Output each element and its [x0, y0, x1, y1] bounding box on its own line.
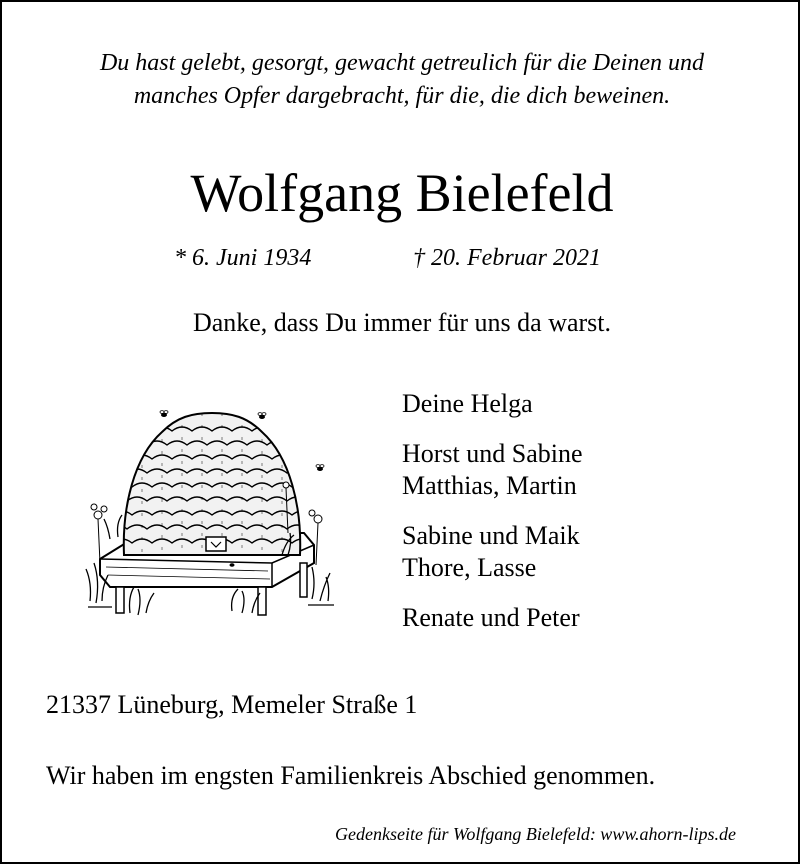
farewell-line: Wir haben im engsten Familienkreis Abschied genommen. [46, 761, 656, 790]
poem-line-2: manches Opfer dargebracht, für die, die dich beweinen. [133, 83, 671, 109]
poem-line-1: Du hast gelebt, gesorgt, gewacht getreulich für die Deinen und [99, 50, 705, 76]
mourner-line: Horst und Sabine [402, 439, 583, 468]
mourner-line: Thore, Lasse [402, 553, 537, 582]
death-date: † 20. Februar 2021 [413, 245, 601, 271]
mourner-line: Deine Helga [402, 389, 533, 418]
deceased-name: Wolfgang Bielefeld [190, 163, 614, 223]
mourners-list [402, 388, 583, 634]
beehive-icon [82, 387, 342, 627]
address-line: 21337 Lüneburg, Memeler Straße 1 [46, 690, 418, 719]
thanks-line: Danke, dass Du immer für uns da warst. [192, 308, 612, 337]
memorial-website: Gedenkseite für Wolfgang Bielefeld: www.ahorn-lips.de [335, 824, 736, 844]
mourner-line: Matthias, Martin [402, 471, 577, 500]
mourner-line: Sabine und Maik [402, 521, 580, 550]
birth-date: * 6. Juni 1934 [174, 245, 312, 271]
mourner-line: Renate und Peter [402, 603, 580, 632]
